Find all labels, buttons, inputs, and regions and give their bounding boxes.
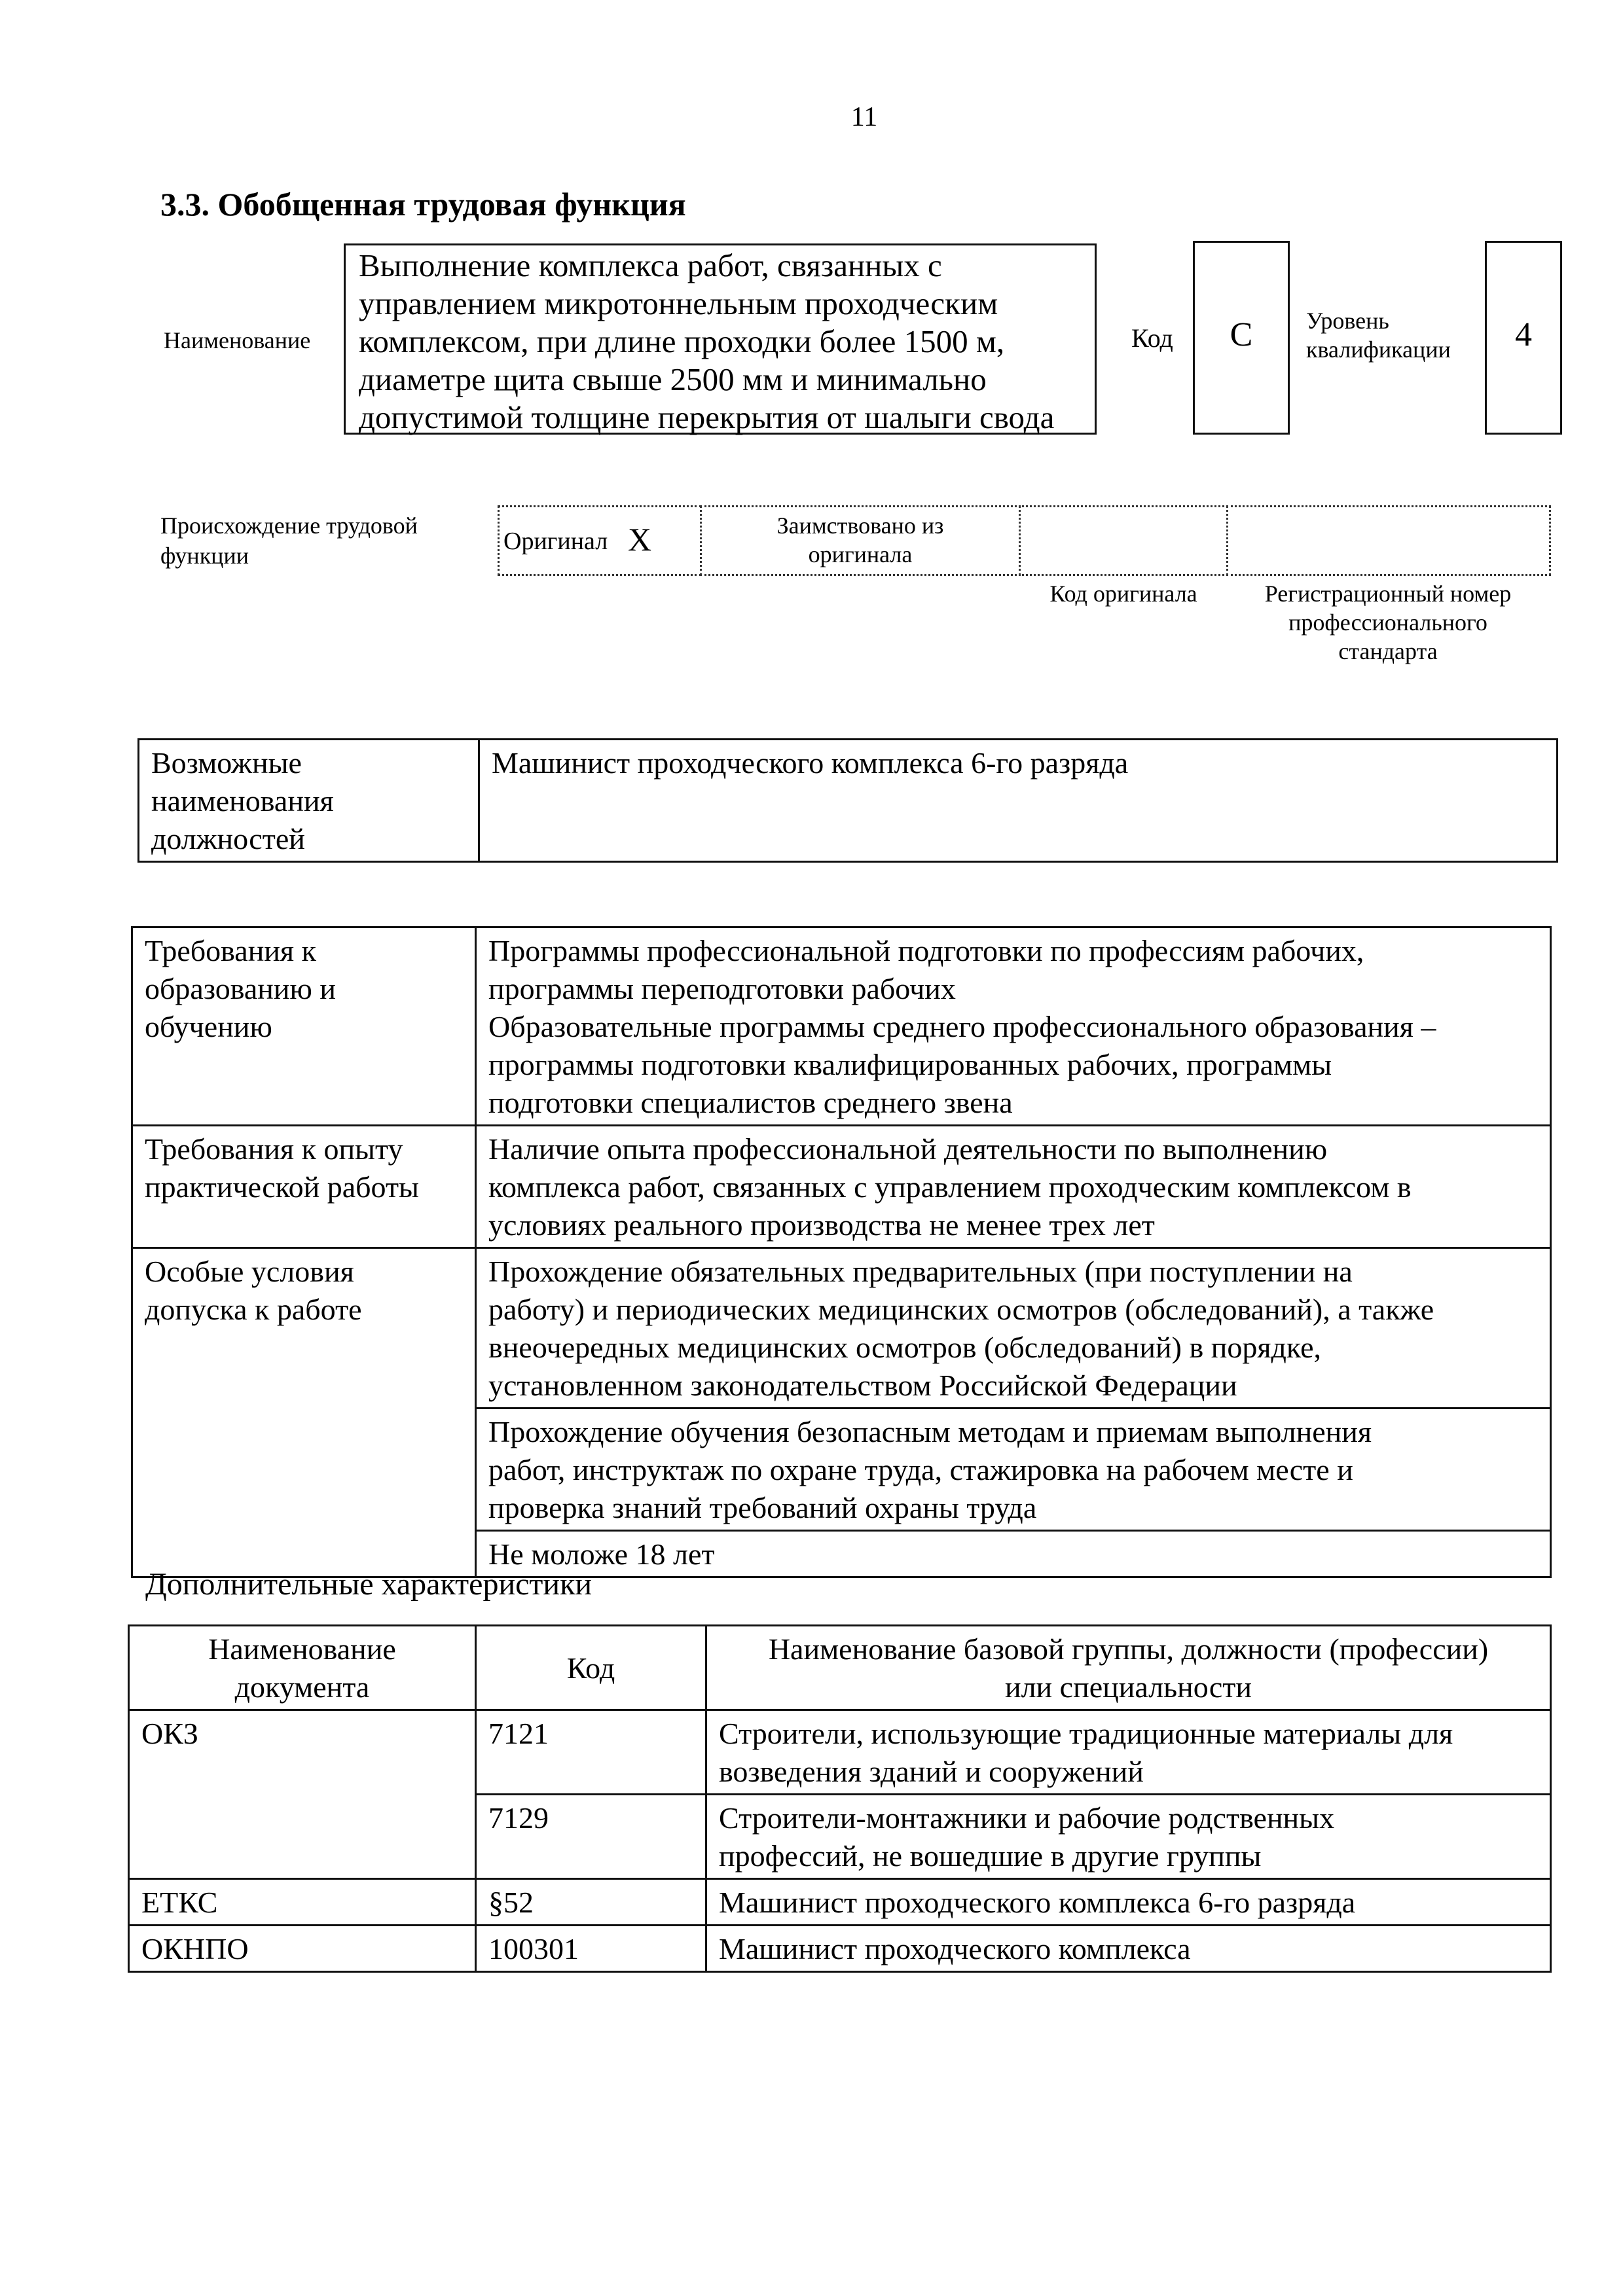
col-header-line: Наименование базовой группы, должности (профессии) bbox=[768, 1632, 1489, 1666]
education-line: программы подготовки квалифицированных рабочих, программы bbox=[488, 1048, 1332, 1081]
function-name-line: Выполнение комплекса работ, связанных с bbox=[359, 247, 942, 283]
experience-line: Наличие опыта профессиональной деятельности по выполнению bbox=[488, 1132, 1328, 1166]
special-line: Прохождение обязательных предварительных (при поступлении на bbox=[488, 1255, 1353, 1288]
special-label-line: Особые условия bbox=[145, 1255, 354, 1288]
row-doc: ЕТКС bbox=[129, 1879, 476, 1926]
function-name-line: диаметре щита свыше 2500 мм и минимально bbox=[359, 361, 987, 397]
education-line: программы переподготовки рабочих bbox=[488, 972, 956, 1005]
special-label-line: допуска к работе bbox=[145, 1293, 362, 1326]
positions-label-cell bbox=[139, 740, 479, 862]
additional-title: Дополнительные характеристики bbox=[145, 1567, 593, 1602]
education-line: Образовательные программы среднего профессионального образования – bbox=[488, 1010, 1436, 1043]
origin-label-line: функции bbox=[160, 543, 249, 569]
requirements-table bbox=[131, 926, 1552, 1578]
education-label-cell bbox=[132, 927, 476, 1126]
origin-borrowed-cell bbox=[700, 505, 1021, 576]
origin-label-line: Происхождение трудовой bbox=[160, 512, 418, 539]
name-label: Наименование bbox=[164, 327, 311, 353]
education-line: подготовки специалистов среднего звена bbox=[488, 1086, 1013, 1119]
level-label bbox=[1306, 306, 1451, 364]
row-name bbox=[706, 1926, 1551, 1972]
level-value-box bbox=[1485, 241, 1562, 435]
col-header-line: документа bbox=[234, 1670, 370, 1704]
special-line: Прохождение обучения безопасным методам и приемам выполнения bbox=[488, 1415, 1372, 1448]
special-line: работ, инструктаж по охране труда, стажировка на рабочем месте и bbox=[488, 1453, 1353, 1486]
col-header-line: Наименование bbox=[208, 1632, 396, 1666]
origin-label bbox=[160, 511, 418, 571]
education-label-line: образованию и bbox=[145, 972, 336, 1005]
code-label: Код bbox=[1131, 323, 1173, 353]
row-name bbox=[706, 1710, 1551, 1795]
function-name-line: комплексом, при длине проходки более 1500 м, bbox=[359, 323, 1005, 359]
reg-number-label bbox=[1218, 579, 1558, 666]
original-mark: X bbox=[628, 521, 652, 558]
original-label: Оригинал bbox=[503, 528, 608, 555]
function-name-line: допустимой толщине перекрытия от шалыги свода bbox=[359, 399, 1055, 435]
section-title: 3.3. Обобщенная трудовая функция bbox=[160, 186, 686, 223]
col-header-code: Код bbox=[476, 1626, 706, 1710]
row-code: 7121 bbox=[476, 1710, 706, 1795]
positions-value: Машинист проходческого комплекса 6-го разряда bbox=[479, 740, 1558, 862]
col-header-name bbox=[706, 1626, 1551, 1710]
special-line: установленном законодательством Российской Федерации bbox=[488, 1369, 1237, 1402]
col-header-line: или специальности bbox=[1004, 1670, 1252, 1704]
experience-line: условиях реального производства не менее трех лет bbox=[488, 1208, 1155, 1242]
positions-table bbox=[137, 738, 1558, 863]
special-label-cell bbox=[132, 1248, 476, 1577]
row-doc: ОКЗ bbox=[129, 1710, 476, 1879]
positions-label-line: Возможные bbox=[151, 746, 302, 780]
borrowed-line: Заимствовано из bbox=[776, 512, 944, 539]
special-value-cell-2 bbox=[476, 1408, 1551, 1531]
special-line: работу) и периодических медицинских осмотров (обследований), а также bbox=[488, 1293, 1434, 1326]
education-line: Программы профессиональной подготовки по профессиям рабочих, bbox=[488, 934, 1364, 967]
experience-line: комплекса работ, связанных с управлением проходческим комплексом в bbox=[488, 1170, 1412, 1204]
row-name bbox=[706, 1879, 1551, 1926]
row-code: §52 bbox=[476, 1879, 706, 1926]
special-line: внеочередных медицинских осмотров (обследований) в порядке, bbox=[488, 1331, 1322, 1364]
level-value: 4 bbox=[1515, 316, 1532, 353]
origin-code-cell bbox=[1019, 505, 1228, 576]
row-doc: ОКНПО bbox=[129, 1926, 476, 1972]
experience-label-line: Требования к опыту bbox=[145, 1132, 403, 1166]
row-code: 100301 bbox=[476, 1926, 706, 1972]
positions-label-line: наименования bbox=[151, 784, 334, 817]
education-value-cell bbox=[476, 927, 1551, 1126]
education-label-line: обучению bbox=[145, 1010, 272, 1043]
code-value-box bbox=[1193, 241, 1290, 435]
row-name bbox=[706, 1795, 1551, 1879]
row-code: 7129 bbox=[476, 1795, 706, 1879]
special-value-cell-3: Не моложе 18 лет bbox=[476, 1531, 1551, 1577]
reg-number-line: профессионального bbox=[1288, 609, 1487, 636]
row-name-line: Строители, использующие традиционные материалы для bbox=[719, 1717, 1453, 1750]
page-number: 11 bbox=[850, 102, 878, 132]
code-original-label: Код оригинала bbox=[1049, 581, 1197, 607]
code-value: C bbox=[1230, 316, 1253, 353]
experience-label-line: практической работы bbox=[145, 1170, 419, 1204]
level-label-line: Уровень bbox=[1306, 308, 1389, 334]
positions-label-line: должностей bbox=[151, 822, 305, 855]
function-name-box bbox=[344, 243, 1097, 435]
experience-value-cell bbox=[476, 1126, 1551, 1248]
row-name-line: Строители-монтажники и рабочие родственных bbox=[719, 1801, 1335, 1835]
education-label-line: Требования к bbox=[145, 934, 316, 967]
function-name-line: управлением микротоннельным проходческим bbox=[359, 285, 998, 321]
origin-reg-cell bbox=[1226, 505, 1551, 576]
level-label-line: квалификации bbox=[1306, 336, 1451, 363]
row-name-line: профессий, не вошедшие в другие группы bbox=[719, 1839, 1262, 1873]
borrowed-line: оригинала bbox=[808, 541, 913, 567]
col-header-document bbox=[129, 1626, 476, 1710]
row-name-line: Машинист проходческого комплекса bbox=[719, 1932, 1191, 1965]
special-value-cell-1 bbox=[476, 1248, 1551, 1408]
experience-label-cell bbox=[132, 1126, 476, 1248]
reg-number-line: Регистрационный номер bbox=[1264, 581, 1512, 607]
additional-table bbox=[128, 1624, 1552, 1973]
row-name-line: Машинист проходческого комплекса 6-го разряда bbox=[719, 1886, 1356, 1919]
origin-original-cell bbox=[498, 505, 702, 576]
row-name-line: возведения зданий и сооружений bbox=[719, 1755, 1144, 1788]
special-line: проверка знаний требований охраны труда bbox=[488, 1491, 1037, 1524]
reg-number-line: стандарта bbox=[1338, 638, 1438, 664]
